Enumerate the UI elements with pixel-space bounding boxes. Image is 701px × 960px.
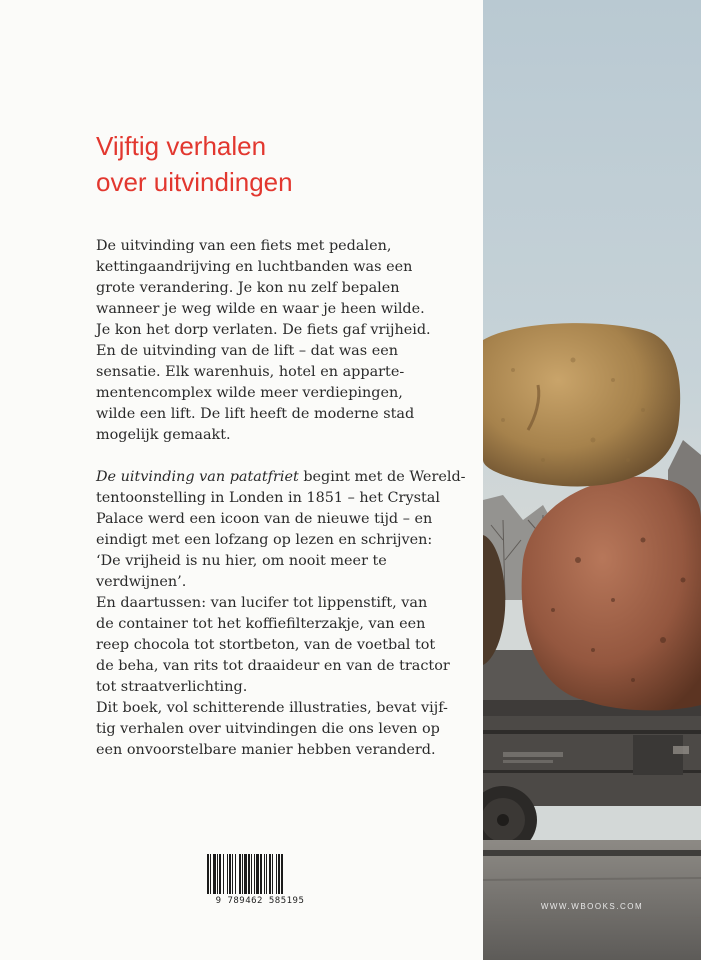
potatoes-on-railcar-photo <box>483 0 701 960</box>
blurb-line: een onvoorstelbare manier hebben veranderd. <box>96 742 436 758</box>
blurb-line: de container tot het koffiefilterzakje, van een <box>96 616 426 632</box>
isbn-barcode <box>205 854 315 900</box>
blurb-line: eindigt met een lofzang op lezen en schrijven: <box>96 532 433 548</box>
blurb-line-rest: begint met de Wereld- <box>298 469 466 485</box>
blurb-line: grote verandering. Je kon nu zelf bepalen <box>96 280 400 296</box>
blurb-line: sensatie. Elk warenhuis, hotel en apparte- <box>96 364 405 380</box>
blurb-line: kettingaandrijving en luchtbanden was een <box>96 259 413 275</box>
blurb-line: Palace werd een icoon van de nieuwe tijd – en <box>96 511 433 527</box>
blurb-line: En de uitvinding van de lift – dat was een <box>96 343 398 359</box>
book-title-italic: De uitvinding van patatfriet <box>96 469 299 485</box>
blurb-line: Dit boek, vol schitterende illustraties, bevat vijf- <box>96 700 448 716</box>
cover-heading-line-1: Vijftig verhalen <box>96 131 267 161</box>
blurb-line: En daartussen: van lucifer tot lippenstift, van <box>96 595 428 611</box>
blurb-text <box>96 236 476 761</box>
blurb-line: wanneer je weg wilde en waar je heen wilde. <box>96 301 425 317</box>
isbn-number: 9 789462 585195 <box>215 896 305 906</box>
blurb-line: Je kon het dorp verlaten. De fiets gaf vrijheid. <box>96 322 431 338</box>
cover-heading-line-2: over uitvindingen <box>96 167 293 197</box>
blurb-line: tentoonstelling in Londen in 1851 – het Crystal <box>96 490 440 506</box>
publisher-url: WWW.WBOOKS.COM <box>540 902 644 911</box>
blurb-line: De uitvinding van een fiets met pedalen, <box>96 238 392 254</box>
blurb-line: tot straatverlichting. <box>96 679 248 695</box>
blurb-line: mentencomplex wilde meer verdiepingen, <box>96 385 403 401</box>
blurb-line: wilde een lift. De lift heeft de moderne stad <box>96 406 415 422</box>
blurb-line: verdwijnen’. <box>96 574 187 590</box>
blurb-line: ‘De vrijheid is nu hier, om nooit meer te <box>96 553 387 569</box>
cover-heading <box>96 128 456 200</box>
blurb-line: mogelijk gemaakt. <box>96 427 231 443</box>
blurb-line: tig verhalen over uitvindingen die ons leven op <box>96 721 440 737</box>
blurb-line: reep chocola tot stortbeton, van de voetbal tot <box>96 637 436 653</box>
blurb-line <box>96 467 476 488</box>
blurb-line: de beha, van rits tot draaideur en van de tractor <box>96 658 450 674</box>
